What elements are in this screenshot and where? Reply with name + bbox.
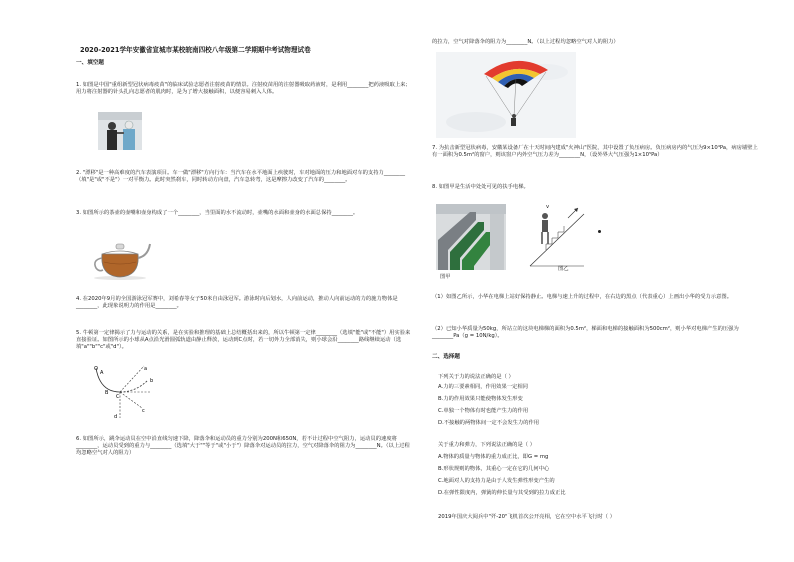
question-8-part-1: （1）如图乙所示，小华在电梯上站好保持静止。电梯与速上升的过程中，在右边的黑点（代表重心）上画出小华的受力示意图。 <box>432 294 732 300</box>
question-6-continued: 的拉力，空气对降落伞的阻力为________N。（以上过程均忽略空气对人的阻力） <box>432 39 619 45</box>
label-b: b <box>150 378 154 384</box>
track-diagram <box>92 362 154 422</box>
velocity-label: v <box>546 204 550 210</box>
question-1: 1. 如图是中国"重组新型冠状病毒疫苗"的临床试验志愿者注射疫苗的情景。注射疫苗用的注射器吸取药液时，是利用________把药液吸取上来；用力将注射器的针头扎向志愿者的肌肉时，是为了增大接触面积，以便容易刺入人体。 <box>76 82 411 96</box>
question-8-part-2: （2）已知小华质量为50kg，所站立的这块电梯梯的面积为0.5m²，梯面和电梯的接触面积为500cm²，则小华对电梯产生的压强为________Pa（g = 10N/kg）。 <box>432 326 739 340</box>
paper-title: 2020-2021学年安徽省宣城市某校皖南四校八年级第二学期期中考试物理试卷 <box>80 46 311 54</box>
label-C: C <box>116 394 120 400</box>
figure-jia-caption: 图甲 <box>440 274 451 280</box>
label-A: A <box>100 370 104 376</box>
vaccine-photo <box>98 112 142 150</box>
section-fill-heading: 一、填空题 <box>76 60 104 66</box>
label-B: B <box>105 390 109 396</box>
question-10-option-b: B.形状规则的物体，其重心一定在它的几何中心 <box>438 466 550 472</box>
section-choice-heading: 二、选择题 <box>432 354 460 360</box>
label-d: d <box>114 414 118 420</box>
parachute-photo <box>436 52 576 138</box>
escalator-photo <box>436 204 506 270</box>
escalator-diagram <box>528 204 588 268</box>
question-9-option-a: A.力的三要素相同，作用效果一定相同 <box>438 384 528 390</box>
question-5: 5. 牛顿第一定律揭示了力与运动的关系，是在实验和推理的基础上总结概括出来的，所以牛顿第一定律________（选填"能"或"不能"）用实验来直接验证。如图所示的小球从A点沿光滑圆弧轨道由静止释放，运动到C点时，若一切外力全部消失，则小球会沿________路线继续运动（选填"a""b""c"或"d"）。 <box>76 330 411 351</box>
question-10-option-d: D.在弹性限度内，弹簧的伸长量与其受到的拉力成正比 <box>438 490 566 496</box>
question-7: 7. 为抗击新型冠状病毒，安徽某设备厂在十天时间内建成"火神山"医院，其中设置了负压病房。负压病房内的气压为9×10⁴Pa，病房墙壁上有一面积为0.5m²的窗户，则该窗户内外空气压力差为________N，（设外界大气压强为1×10⁵Pa） <box>432 145 758 159</box>
label-c: c <box>142 408 145 414</box>
question-10-option-c: C.地面对人的支持力是由于人发生弹性形变产生的 <box>438 478 555 484</box>
question-10: 关于重力和弹力，下列说法正确的是（ ） <box>438 442 536 448</box>
center-of-gravity-dot <box>598 230 601 233</box>
question-9-option-c: C.单独一个物体有时也能产生力的作用 <box>438 408 529 414</box>
question-2: 2. "漂移"是一种高难度的汽车表演项目。车一做"漂移"方向行车：当汽车在水平地面上疾驶时，车对地面的压力和地面对车的支持力________（填"是"或"不是"）一对平衡力。此时突然刹车，同时转动方向盘，汽车急转弯，这是摩擦力改变了汽车的________。 <box>76 170 406 184</box>
question-9-option-d: D.不接触的两物体间一定不会发生力的作用 <box>438 420 540 426</box>
question-10-option-a: A.物体的质量与物体的重力成正比，即G = mg <box>438 454 549 460</box>
question-3: 3. 如图所示的茶壶的壶嘴和壶身构成了一个________，当里面的水不流动时，壶嘴的水面和壶身的水面总保持________。 <box>76 210 359 216</box>
question-9-option-b: B.力的作用效果只能使物体发生形变 <box>438 396 523 402</box>
question-9: 下列关于力的说法正确的是（ ） <box>438 374 514 380</box>
question-8: 8. 如图甲是生活中处处可见的扶手电梯。 <box>432 184 529 190</box>
question-6: 6. 如图所示，跳伞运动员在空中沿直线匀速下降，降落伞和运动员的重力分别为200N和650N，若不计过程中空气阻力，运动员的速度将________，运动员受到的重力与________（选填"大于""等于"或"小于"）降落伞对运动员的拉力，空气对降落伞的阻力为________N。（以上过程均忽略空气对人的阻力） <box>76 436 410 457</box>
label-a: a <box>144 366 148 372</box>
question-4: 4. 在2020年9月的全国游泳冠军赛中，刘希春等女子50米自由泳冠军。游泳时向后划水，人向前运动，推动人向前运动的力的施力物体是________，此现象说明力的作用是________。 <box>76 296 398 310</box>
teapot-image <box>90 234 152 280</box>
question-11: 2019年国庆大阅兵中"歼-20"飞机首次公开亮相，它在空中水平飞行时（ ） <box>438 514 616 520</box>
figure-yi-caption: 图乙 <box>558 266 569 272</box>
